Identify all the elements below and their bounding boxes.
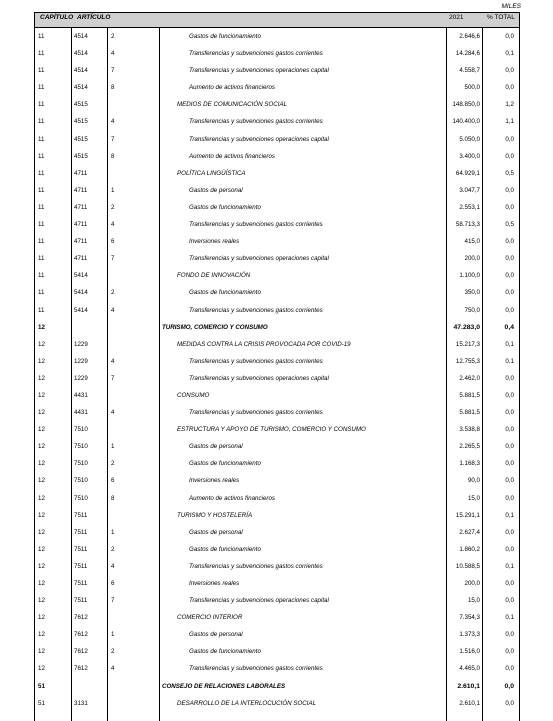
capitulo-cell: 12 <box>38 477 45 485</box>
pct-total-cell: 0,0 <box>505 203 514 211</box>
capitulo-cell: 12 <box>38 614 45 622</box>
table-row <box>34 268 520 285</box>
concepto-cell: 1 <box>111 528 115 536</box>
capitulo-cell: 12 <box>38 545 45 553</box>
capitulo-cell: 11 <box>38 50 45 58</box>
articulo-cell: 7510 <box>74 477 88 485</box>
capitulo-cell: 11 <box>38 84 45 92</box>
description-cell: Gastos de funcionamiento <box>189 545 261 553</box>
amount-cell: 4.465,0 <box>459 665 480 673</box>
pct-total-cell: 0,0 <box>505 648 514 656</box>
table-row <box>34 149 520 166</box>
concepto-cell: 7 <box>111 255 115 263</box>
description-cell: TURISMO, COMERCIO Y CONSUMO <box>162 323 268 331</box>
table-row <box>34 388 520 405</box>
amount-cell: 12.755,3 <box>455 357 480 365</box>
pct-total-cell: 0,0 <box>505 426 514 434</box>
concepto-cell: 2 <box>111 545 115 553</box>
capitulo-cell: 11 <box>38 203 45 211</box>
capitulo-cell: 12 <box>38 391 45 399</box>
amount-cell: 2.462,0 <box>459 374 480 382</box>
amount-cell: 2.627,4 <box>459 528 480 536</box>
articulo-cell: 7612 <box>74 648 88 656</box>
amount-cell: 7.354,3 <box>459 614 480 622</box>
amount-cell: 90,0 <box>467 477 480 485</box>
capitulo-cell: 12 <box>38 409 45 417</box>
amount-cell: 1.373,3 <box>459 631 480 639</box>
table-row <box>34 354 520 371</box>
amount-cell: 3.400,0 <box>459 152 480 160</box>
capitulo-cell: 11 <box>38 118 45 126</box>
pct-total-cell: 0,0 <box>505 580 514 587</box>
description-cell: Aumento de activos financieros <box>189 494 275 502</box>
amount-cell: 5.881,5 <box>459 391 480 399</box>
description-cell: Gastos de funcionamiento <box>189 203 261 211</box>
concepto-cell: 7 <box>111 67 115 75</box>
capitulo-cell: 12 <box>38 460 45 468</box>
table-row <box>34 559 520 576</box>
concepto-cell: 4 <box>111 409 115 417</box>
capitulo-cell: 12 <box>38 374 45 382</box>
concepto-cell: 2 <box>111 460 115 468</box>
articulo-cell: 7511 <box>74 545 88 553</box>
articulo-cell: 1229 <box>74 374 88 382</box>
pct-total-cell: 0,0 <box>505 67 514 75</box>
description-cell: Transferencias y subvenciones gastos corrientes <box>189 357 323 365</box>
concepto-cell: 4 <box>111 221 115 229</box>
capitulo-cell: 12 <box>38 323 45 331</box>
capitulo-cell: 11 <box>38 33 45 40</box>
table-row <box>34 303 520 320</box>
pct-total-cell: 0,0 <box>505 152 514 160</box>
capitulo-cell: 11 <box>38 221 45 229</box>
table-row <box>34 679 520 696</box>
articulo-cell: 1229 <box>74 357 88 365</box>
description-cell: Gastos de funcionamiento <box>189 289 261 297</box>
articulo-cell: 7510 <box>74 494 88 502</box>
articulo-cell: 7612 <box>74 614 88 622</box>
articulo-cell: 4515 <box>74 118 88 126</box>
capitulo-cell: 12 <box>38 528 45 536</box>
pct-total-cell: 0,0 <box>505 528 514 536</box>
pct-total-cell: 0,0 <box>505 391 514 399</box>
amount-cell: 2.610,1 <box>459 699 480 707</box>
articulo-cell: 7510 <box>74 426 88 434</box>
table-row <box>34 405 520 422</box>
description-cell: Transferencias y subvenciones gastos corrientes <box>189 118 323 126</box>
concepto-cell: 1 <box>111 443 115 451</box>
description-cell: Gastos de funcionamiento <box>189 648 261 656</box>
capitulo-cell: 12 <box>38 426 45 434</box>
concepto-cell: 7 <box>111 135 115 143</box>
articulo-cell: 7511 <box>74 562 88 570</box>
amount-cell: 58.713,3 <box>455 221 480 229</box>
amount-cell: 5.050,0 <box>459 135 480 143</box>
articulo-cell: 4514 <box>74 33 88 40</box>
description-cell: Gastos de personal <box>189 631 243 639</box>
articulo-cell: 4711 <box>74 186 88 194</box>
articulo-cell: 4711 <box>74 203 88 211</box>
description-cell: ESTRUCTURA Y APOYO DE TURISMO, COMERCIO Y CONSUMO <box>177 426 366 434</box>
capitulo-cell: 12 <box>38 631 45 639</box>
amount-cell: 64.929,1 <box>455 169 480 177</box>
table-row <box>34 114 520 131</box>
table-row <box>34 422 520 439</box>
pct-total-cell: 0,0 <box>505 255 514 263</box>
amount-cell: 47.283,0 <box>453 323 480 331</box>
capitulo-cell: 51 <box>38 682 45 690</box>
articulo-cell: 4514 <box>74 50 88 58</box>
table-row <box>34 320 520 337</box>
amount-cell: 200,0 <box>464 580 480 587</box>
table-row <box>34 200 520 217</box>
table-row <box>34 63 520 80</box>
articulo-cell: 7612 <box>74 665 88 673</box>
description-cell: Transferencias y subvenciones gastos corrientes <box>189 562 323 570</box>
table-row <box>34 97 520 114</box>
amount-cell: 2.646,6 <box>459 33 480 40</box>
articulo-cell: 5414 <box>74 272 88 280</box>
pct-total-cell: 0,0 <box>505 306 514 314</box>
units-label: MILES <box>501 3 521 10</box>
articulo-cell: 5414 <box>74 306 88 314</box>
description-cell: CONSUMO <box>177 391 210 399</box>
pct-total-cell: 0,0 <box>505 443 514 451</box>
pct-total-cell: 0,0 <box>505 597 514 605</box>
table-row <box>34 371 520 388</box>
capitulo-cell: 12 <box>38 494 45 502</box>
pct-total-cell: 0,0 <box>505 460 514 468</box>
articulo-cell: 3131 <box>74 699 88 707</box>
table-row <box>34 337 520 354</box>
pct-total-cell: 0,1 <box>505 511 514 519</box>
budget-table-body <box>34 29 520 713</box>
pct-total-cell: 0,0 <box>505 477 514 485</box>
description-cell: Transferencias y subvenciones operaciones capital <box>189 135 329 143</box>
table-row <box>34 285 520 302</box>
table-row <box>34 251 520 268</box>
amount-cell: 15.291,1 <box>455 511 480 519</box>
articulo-cell: 7510 <box>74 460 88 468</box>
concepto-cell: 6 <box>111 477 115 485</box>
amount-cell: 15.217,3 <box>455 340 480 348</box>
table-row <box>34 542 520 559</box>
description-cell: Gastos de personal <box>189 443 243 451</box>
concepto-cell: 2 <box>111 289 115 297</box>
amount-cell: 1.860,2 <box>459 545 480 553</box>
articulo-cell: 5414 <box>74 289 88 297</box>
description-cell: MEDIDAS CONTRA LA CRISIS PROVOCADA POR COVID-19 <box>177 340 351 348</box>
table-row <box>34 593 520 610</box>
description-cell: Transferencias y subvenciones gastos corrientes <box>189 306 323 314</box>
table-row <box>34 217 520 234</box>
amount-cell: 2.265,5 <box>459 443 480 451</box>
description-cell: Aumento de activos financieros <box>189 152 275 160</box>
articulo-cell: 4431 <box>74 409 88 417</box>
table-row <box>34 696 520 713</box>
articulo-cell: 4711 <box>74 221 88 229</box>
capitulo-cell: 11 <box>38 255 45 263</box>
concepto-cell: 4 <box>111 306 115 314</box>
table-row <box>34 439 520 456</box>
description-cell: MEDIOS DE COMUNICACIÓN SOCIAL <box>177 101 288 109</box>
pct-total-cell: 0,0 <box>505 238 514 246</box>
pct-total-cell: 1,1 <box>505 118 514 126</box>
capitulo-cell: 11 <box>38 306 45 314</box>
table-row <box>34 132 520 149</box>
concepto-cell: 2 <box>111 648 115 656</box>
capitulo-cell: 12 <box>38 665 45 673</box>
description-cell: TURISMO Y HOSTELERÍA <box>177 511 253 519</box>
pct-total-cell: 0,0 <box>505 409 514 417</box>
table-row <box>34 491 520 508</box>
description-cell: Aumento de activos financieros <box>189 84 275 92</box>
concepto-cell: 6 <box>111 238 115 246</box>
table-row <box>34 29 520 46</box>
capitulo-cell: 11 <box>38 152 45 160</box>
description-cell: Transferencias y subvenciones gastos corrientes <box>189 50 323 58</box>
description-cell: FONDO DE INNOVACIÓN <box>177 272 251 280</box>
description-cell: Transferencias y subvenciones gastos corrientes <box>189 409 323 417</box>
header-capitulo: CAPÍTULO <box>40 14 74 21</box>
pct-total-cell: 0,5 <box>505 169 514 177</box>
articulo-cell: 7511 <box>74 528 88 536</box>
pct-total-cell: 0,0 <box>505 494 514 502</box>
capitulo-cell: 11 <box>38 289 45 297</box>
capitulo-cell: 12 <box>38 580 45 587</box>
articulo-cell: 7612 <box>74 631 88 639</box>
concepto-cell: 4 <box>111 665 115 673</box>
amount-cell: 15,0 <box>467 494 480 502</box>
concepto-cell: 4 <box>111 357 115 365</box>
capitulo-cell: 12 <box>38 443 45 451</box>
articulo-cell: 4711 <box>74 255 88 263</box>
concepto-cell: 2 <box>111 33 115 40</box>
table-row <box>34 661 520 678</box>
pct-total-cell: 0,0 <box>505 84 514 92</box>
amount-cell: 14.284,6 <box>455 50 480 58</box>
table-row <box>34 610 520 627</box>
pct-total-cell: 0,0 <box>505 665 514 673</box>
header-articulo: ARTÍCULO <box>77 14 111 21</box>
capitulo-cell: 12 <box>38 511 45 519</box>
pct-total-cell: 0,1 <box>505 614 514 622</box>
pct-total-cell: 0,0 <box>505 33 514 40</box>
amount-cell: 10.588,5 <box>455 562 480 570</box>
amount-cell: 350,0 <box>464 289 480 297</box>
concepto-cell: 1 <box>111 631 115 639</box>
concepto-cell: 6 <box>111 580 115 587</box>
capitulo-cell: 11 <box>38 135 45 143</box>
pct-total-cell: 0,0 <box>505 289 514 297</box>
table-row <box>34 80 520 97</box>
description-cell: Transferencias y subvenciones gastos corrientes <box>189 665 323 673</box>
description-cell: Inversiones reales <box>189 477 240 485</box>
capitulo-cell: 11 <box>38 169 45 177</box>
pct-total-cell: 0,0 <box>505 631 514 639</box>
description-cell: Gastos de personal <box>189 528 243 536</box>
articulo-cell: 7511 <box>74 580 88 587</box>
capitulo-cell: 51 <box>38 699 45 707</box>
description-cell: Transferencias y subvenciones operaciones capital <box>189 67 329 75</box>
articulo-cell: 7511 <box>74 511 88 519</box>
pct-total-cell: 0,1 <box>505 340 514 348</box>
amount-cell: 2.610,1 <box>457 682 480 690</box>
pct-total-cell: 0,0 <box>505 545 514 553</box>
table-row <box>34 525 520 542</box>
amount-cell: 2.553,1 <box>459 203 480 211</box>
pct-total-cell: 0,0 <box>505 272 514 280</box>
pct-total-cell: 0,0 <box>505 699 514 707</box>
pct-total-cell: 0,5 <box>505 221 514 229</box>
description-cell: POLÍTICA LINGÜÍSTICA <box>177 169 246 177</box>
pct-total-cell: 0,0 <box>505 186 514 194</box>
articulo-cell: 4711 <box>74 169 88 177</box>
capitulo-cell: 11 <box>38 238 45 246</box>
concepto-cell: 7 <box>111 597 115 605</box>
amount-cell: 1.516,0 <box>459 648 480 656</box>
amount-cell: 415,0 <box>464 238 480 246</box>
amount-cell: 4.558,7 <box>459 67 480 75</box>
table-row <box>34 644 520 661</box>
articulo-cell: 4515 <box>74 101 88 109</box>
description-cell: Gastos de funcionamiento <box>189 460 261 468</box>
articulo-cell: 4431 <box>74 391 88 399</box>
capitulo-cell: 12 <box>38 648 45 656</box>
amount-cell: 3.538,8 <box>459 426 480 434</box>
capitulo-cell: 12 <box>38 357 45 365</box>
articulo-cell: 4514 <box>74 67 88 75</box>
pct-total-cell: 1,2 <box>505 101 514 109</box>
description-cell: Transferencias y subvenciones operaciones capital <box>189 374 329 382</box>
concepto-cell: 8 <box>111 152 115 160</box>
description-cell: Transferencias y subvenciones operaciones capital <box>189 597 329 605</box>
amount-cell: 200,0 <box>464 255 480 263</box>
table-row <box>34 183 520 200</box>
pct-total-cell: 0,1 <box>505 562 514 570</box>
table-header <box>34 12 520 28</box>
header-pct-total: % TOTAL <box>487 14 515 21</box>
concepto-cell: 8 <box>111 494 115 502</box>
amount-cell: 5.881,5 <box>459 409 480 417</box>
amount-cell: 3.047,7 <box>459 186 480 194</box>
table-row <box>34 473 520 490</box>
description-cell: Transferencias y subvenciones gastos corrientes <box>189 221 323 229</box>
capitulo-cell: 11 <box>38 272 45 280</box>
capitulo-cell: 11 <box>38 101 45 109</box>
header-year: 2021 <box>449 14 464 21</box>
pct-total-cell: 0,4 <box>504 323 514 331</box>
articulo-cell: 4515 <box>74 152 88 160</box>
description-cell: CONSEJO DE RELACIONES LABORALES <box>162 682 286 690</box>
table-row <box>34 576 520 593</box>
concepto-cell: 1 <box>111 186 115 194</box>
amount-cell: 1.168,3 <box>459 460 480 468</box>
articulo-cell: 4711 <box>74 238 88 246</box>
amount-cell: 15,0 <box>467 597 480 605</box>
capitulo-cell: 12 <box>38 562 45 570</box>
description-cell: Gastos de funcionamiento <box>189 33 261 40</box>
amount-cell: 148.850,0 <box>452 101 480 109</box>
pct-total-cell: 0,0 <box>504 682 514 690</box>
amount-cell: 1.100,0 <box>459 272 480 280</box>
articulo-cell: 7510 <box>74 443 88 451</box>
table-row <box>34 234 520 251</box>
description-cell: Transferencias y subvenciones operaciones capital <box>189 255 329 263</box>
amount-cell: 500,0 <box>464 84 480 92</box>
capitulo-cell: 12 <box>38 597 45 605</box>
table-row <box>34 508 520 525</box>
amount-cell: 140.400,0 <box>452 118 480 126</box>
articulo-cell: 4514 <box>74 84 88 92</box>
concepto-cell: 4 <box>111 562 115 570</box>
pct-total-cell: 0,1 <box>505 357 514 365</box>
capitulo-cell: 11 <box>38 67 45 75</box>
description-cell: Inversiones reales <box>189 580 240 587</box>
articulo-cell: 7511 <box>74 597 88 605</box>
concepto-cell: 2 <box>111 203 115 211</box>
pct-total-cell: 0,0 <box>505 135 514 143</box>
capitulo-cell: 11 <box>38 186 45 194</box>
table-row <box>34 627 520 644</box>
table-row <box>34 166 520 183</box>
description-cell: Gastos de personal <box>189 186 243 194</box>
articulo-cell: 1229 <box>74 340 88 348</box>
description-cell: COMERCIO INTERIOR <box>177 614 243 622</box>
pct-total-cell: 0,0 <box>505 374 514 382</box>
table-row <box>34 456 520 473</box>
amount-cell: 750,0 <box>464 306 480 314</box>
description-cell: Inversiones reales <box>189 238 240 246</box>
pct-total-cell: 0,1 <box>505 50 514 58</box>
concepto-cell: 8 <box>111 84 115 92</box>
concepto-cell: 7 <box>111 374 115 382</box>
description-cell: DESARROLLO DE LA INTERLOCUCIÓN SOCIAL <box>177 699 317 707</box>
concepto-cell: 4 <box>111 118 115 126</box>
concepto-cell: 4 <box>111 50 115 58</box>
capitulo-cell: 12 <box>38 340 45 348</box>
articulo-cell: 4515 <box>74 135 88 143</box>
table-row <box>34 46 520 63</box>
